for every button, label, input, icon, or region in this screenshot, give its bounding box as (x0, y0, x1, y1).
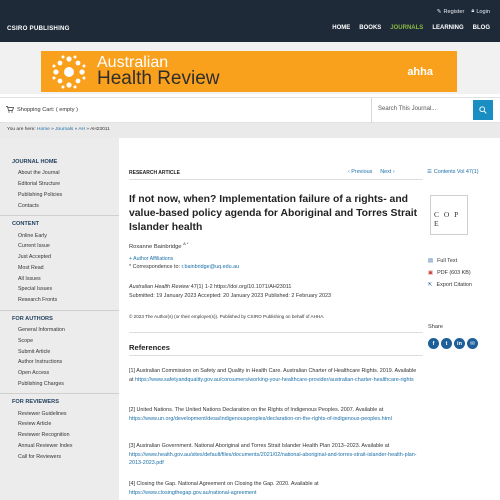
reference-link[interactable]: https://www.health.gov.au/sites/default/files/documents/2021/02/national-aboriginal-and-torres-strait-islander-health-plan-2013-2023.pdf (129, 451, 417, 467)
sidebar-item-current-issue[interactable]: Current Issue (18, 243, 50, 250)
sidebar-item-scope[interactable]: Scope (18, 337, 34, 344)
citation-block (129, 283, 419, 300)
main-nav (332, 25, 490, 31)
social-share-buttons (428, 338, 478, 349)
chevron-right-icon: › (392, 169, 395, 175)
sidebar-item-just-accepted[interactable]: Just Accepted (18, 254, 51, 261)
journal-search-input[interactable]: Search This Journal... (371, 98, 473, 123)
previous-article-link[interactable]: ‹ Previous (348, 169, 373, 175)
sidebar-item-review-article[interactable]: Review Article (18, 421, 52, 428)
share-label: Share (428, 324, 443, 330)
sidebar-item-annual-reviewer-index[interactable]: Annual Reviewer Index (18, 443, 73, 450)
sidebar-heading-for-reviewers[interactable]: FOR REVIEWERS (0, 393, 119, 408)
banner-line2: Health Review (97, 68, 220, 89)
sidebar-item-editorial-structure[interactable]: Editorial Structure (18, 181, 61, 188)
breadcrumb-ah[interactable]: AH (78, 127, 86, 132)
document-icon: ▤ (428, 258, 434, 264)
sidebar-item-about[interactable]: About the Journal (18, 170, 60, 177)
register-link[interactable]: ✎ Register (436, 8, 465, 15)
sidebar-item-submit-article[interactable]: Submit Article (18, 348, 51, 355)
contents-icon: ☰ (427, 169, 432, 175)
contents-link[interactable]: ☰ Contents Vol 47(1) (427, 169, 479, 175)
sidebar (0, 138, 119, 500)
divider (129, 332, 423, 333)
sidebar-heading-for-authors[interactable]: FOR AUTHORS (0, 310, 119, 325)
publisher-logo[interactable]: CSIRO PUBLISHING (7, 25, 70, 32)
facebook-icon[interactable]: f (428, 338, 439, 349)
sidebar-item-all-issues[interactable]: All Issues (18, 275, 41, 282)
article-pagination (348, 169, 395, 175)
twitter-icon[interactable]: t (441, 338, 452, 349)
sidebar-item-publishing-policies[interactable]: Publishing Policies (18, 191, 63, 198)
references-heading: References (129, 343, 170, 352)
reference-item: [4] Closing the Gap. National Agreement on Closing the Gap. 2020. Available at https://www.closingthegap.gov.au/national-agreement (129, 481, 319, 496)
sidebar-item-online-early[interactable]: Online Early (18, 232, 47, 239)
sidebar-item-open-access[interactable]: Open Access (18, 370, 50, 377)
pdf-icon: ▣ (428, 270, 434, 276)
pdf-link[interactable]: ▣ PDF (603 KB) (428, 267, 472, 279)
account-links (437, 8, 490, 15)
reference-link[interactable]: https://www.safetyandquality.gov.au/consumers/working-your-healthcare-provider/australian-charter-healthcare-rights (135, 376, 414, 383)
correspondence: * Correspondence to: r.bainbridge@uq.edu.au (129, 264, 240, 270)
sidebar-item-author-instructions[interactable]: Author Instructions (18, 359, 63, 366)
citation-journal: Australian Health Review (129, 284, 190, 290)
article-type: RESEARCH ARTICLE (129, 170, 180, 176)
cope-logo: C O P E (434, 210, 460, 228)
search-bar (0, 97, 500, 123)
search-icon (479, 106, 487, 114)
pencil-icon: ✎ (436, 8, 442, 15)
shopping-cart-link[interactable]: Shopping Cart: ( empty ) (6, 106, 78, 113)
article-tools (423, 138, 500, 500)
article-title: If not now, when? Implementation failure of a rights- and value-based policy agenda for Aboriginal and Torres Strait Islander health (129, 194, 418, 233)
divider (129, 355, 423, 356)
reference-link[interactable]: https://www.un.org/development/desa/indigenouspeoples/declaration-on-the-rights-of-indigenous-peoples.html (129, 415, 392, 422)
citation-doi[interactable]: 47(1) 1-2 https://doi.org/10.1071/AH23011 (190, 284, 292, 290)
lock-icon: 🔒︎ (471, 8, 475, 14)
sidebar-heading-journal-home[interactable]: JOURNAL HOME (12, 159, 58, 165)
nav-books[interactable]: BOOKS (359, 25, 382, 31)
sidebar-item-reviewer-guidelines[interactable]: Reviewer Guidelines (18, 410, 67, 417)
banner-line1: Australian (97, 54, 169, 71)
sidebar-item-most-read[interactable]: Most Read (18, 264, 44, 271)
journal-banner-area (0, 42, 500, 94)
search-button[interactable] (473, 100, 493, 120)
full-text-link[interactable]: ▤ Full Text (428, 255, 472, 267)
nav-journals[interactable]: JOURNALS (390, 25, 424, 31)
cart-icon (6, 106, 14, 113)
chevron-left-icon: ‹ (348, 169, 350, 175)
sidebar-item-contacts[interactable]: Contacts (18, 202, 39, 209)
author-affiliations-toggle[interactable]: + Author Affiliations (129, 256, 174, 262)
author-affiliation-marks: A * (183, 241, 189, 246)
top-bar (0, 0, 500, 42)
breadcrumb-journals[interactable]: Journals (55, 127, 74, 132)
nav-learning[interactable]: LEARNING (432, 25, 464, 31)
reference-item: [2] United Nations. The United Nations Declaration on the Rights of Indigenous Peoples. 2007. Available at https://www.un.org/development/desa/indigenouspeoples/declaration-on-the-rights-of-indigenous-peoples.html (129, 407, 392, 422)
article-main (119, 138, 423, 500)
sidebar-item-general-information[interactable]: General Information (18, 326, 65, 333)
sidebar-item-research-fronts[interactable]: Research Fronts (18, 297, 58, 304)
ahha-logo: ahha (407, 66, 433, 78)
sidebar-heading-content[interactable]: CONTENT (0, 215, 119, 230)
download-links (428, 255, 472, 291)
export-citation-link[interactable]: ⇱ Export Citation (428, 279, 472, 291)
breadcrumb-current: AH23011 (90, 127, 110, 132)
linkedin-icon[interactable]: in (454, 338, 465, 349)
nav-blog[interactable]: BLOG (472, 25, 490, 31)
copyright-notice: © 2023 The Author(s) (or their employer(s)). Published by CSIRO Publishing on behalf of AHHA. (129, 314, 325, 319)
cope-badge[interactable] (430, 195, 468, 235)
sidebar-item-call-for-reviewers[interactable]: Call for Reviewers (18, 453, 61, 460)
sidebar-item-reviewer-recognition[interactable]: Reviewer Recognition (18, 432, 70, 439)
reference-item: [1] Australian Commission on Safety and Quality in Health Care. Australian Charter of Healthcare Rights. 2019. Available at https://www.safetyandquality.gov.au/consumers/working-your-healthcare-provider/australian-charter-healthcare-rights (129, 368, 417, 383)
export-icon: ⇱ (428, 282, 433, 288)
nav-home[interactable]: HOME (332, 25, 351, 31)
sidebar-item-special-issues[interactable]: Special Issues (18, 286, 53, 293)
article-dates: Submitted: 19 January 2023 Accepted: 20 January 2023 Published: 2 February 2023 (129, 292, 331, 299)
sidebar-item-publishing-charges[interactable]: Publishing Charges (18, 380, 64, 387)
email-icon[interactable]: ✉ (467, 338, 478, 349)
journal-banner[interactable] (41, 51, 457, 92)
author-name[interactable]: Roxanne Bainbridge $^{A *}$ (129, 241, 189, 250)
breadcrumb: You are here: Home » Journals » AH » AH23011 (0, 123, 500, 138)
sun-logo-icon (49, 52, 89, 92)
correspondence-email[interactable]: r.bainbridge@uq.edu.au (181, 264, 240, 270)
reference-link[interactable]: https://www.closingthegap.gov.au/national-agreement (129, 489, 257, 496)
breadcrumb-home[interactable]: Home (36, 127, 50, 132)
next-article-link[interactable]: Next › (380, 169, 395, 175)
divider (129, 179, 423, 180)
reference-item: [3] Australian Government. National Aboriginal and Torres Strait Islander Health Plan 2013–2023. Available at https://www.health.gov.au/sites/default/files/documents/2021/02/national-aboriginal-and-torres-strait-islander-health-plan-2013-2023.pdf (129, 443, 417, 467)
login-link[interactable]: 🔒︎ Login (471, 8, 490, 15)
